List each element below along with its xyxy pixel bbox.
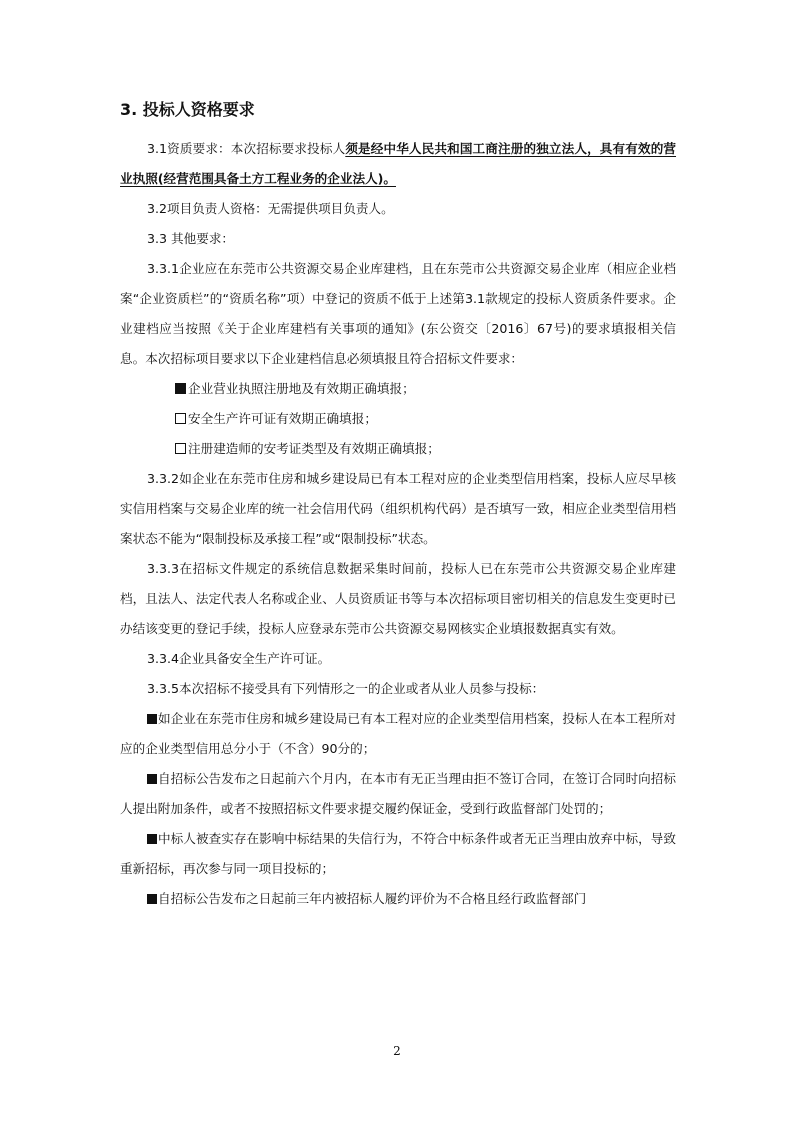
exclusion-text: 中标人被查实存在影响中标结果的失信行为，不符合中标条件或者无正当理由放弃中标，导致重新招标，再次参与同一项目投标的； [120, 831, 676, 876]
paragraph-3-3-3: 3.3.3在招标文件规定的系统信息数据采集时间前，投标人已在东莞市公共资源交易企业库建档，且法人、法定代表人名称或企业、人员资质证书等与本次招标项目密切相关的信息发生变更时已办结该变更的登记手续，投标人应登录东莞市公共资源交易网核实企业填报数据真实有效。 [120, 561, 676, 636]
checklist-item-label: 企业营业执照注册地及有效期正确填报； [188, 381, 415, 396]
filled-square-bullet-icon [147, 774, 157, 784]
paragraph-3-2: 3.2项目负责人资格：无需提供项目负责人。 [147, 201, 394, 216]
checklist-item-license [120, 374, 676, 404]
exclusion-item [120, 824, 676, 884]
checklist-item-safety-permit [120, 404, 676, 434]
checked-box-icon [175, 383, 186, 394]
paragraph-3-1 [120, 134, 676, 194]
exclusion-item [120, 704, 676, 764]
exclusion-text: 自招标公告发布之日起前三年内被招标人履约评价为不合格且经行政监督部门 [158, 891, 587, 906]
exclusion-text: 自招标公告发布之日起前六个月内，在本市有无正当理由拒不签订合同，在签订合同时向招标人提出附加条件，或者不按照招标文件要求提交履约保证金，受到行政监督部门处罚的； [120, 771, 676, 816]
paragraph-3-1-prefix: 3.1资质要求：本次招标要求投标人 [147, 141, 346, 156]
paragraph-3-1-suffix: 。 [383, 171, 396, 186]
checklist-item-label: 注册建造师的安考证类型及有效期正确填报； [188, 441, 440, 456]
section-heading: 3. 投标人资格要求 [120, 100, 255, 119]
filled-square-bullet-icon [147, 894, 157, 904]
checklist-item-label: 安全生产许可证有效期正确填报； [188, 411, 377, 426]
filled-square-bullet-icon [147, 714, 157, 724]
exclusion-item [120, 884, 676, 914]
paragraph-3-3-2: 3.3.2如企业在东莞市住房和城乡建设局已有本工程对应的企业类型信用档案，投标人应尽早核实信用档案与交易企业库的统一社会信用代码（组织机构代码）是否填写一致，相应企业类型信用档案状态不能为“限制投标及承接工程”或“限制投标”状态。 [120, 471, 676, 546]
unchecked-box-icon [175, 413, 186, 424]
page-content [120, 98, 676, 914]
exclusion-item [120, 764, 676, 824]
exclusion-text: 如企业在东莞市住房和城乡建设局已有本工程对应的企业类型信用档案，投标人在本工程所对应的企业类型信用总分小于（不含）90分的； [120, 711, 676, 756]
page-number: 2 [393, 1044, 401, 1058]
unchecked-box-icon [175, 443, 186, 454]
checklist-item-builder-cert [120, 434, 676, 464]
paragraph-3-3: 3.3 其他要求： [147, 231, 235, 246]
paragraph-3-3-5: 3.3.5本次招标不接受具有下列情形之一的企业或者从业人员参与投标： [147, 681, 545, 696]
filled-square-bullet-icon [147, 834, 157, 844]
paragraph-3-1-emphasis: 须是经中华人民共和国工商注册的独立法人，具有有效的营业执照(经营范围具备土方工程业务的企业法人) [120, 141, 677, 186]
paragraph-3-3-1: 3.3.1企业应在东莞市公共资源交易企业库建档，且在东莞市公共资源交易企业库（相应企业档案“企业资质栏”的“资质名称”项）中登记的资质不低于上述第3.1款规定的投标人资质条件要求。企业建档应当按照《关于企业库建档有关事项的通知》(东公资交〔2016〕67号)的要求填报相关信息。本次招标项目要求以下企业建档信息必须填报且符合招标文件要求： [120, 261, 676, 366]
paragraph-3-3-4: 3.3.4企业具备安全生产许可证。 [147, 651, 331, 666]
